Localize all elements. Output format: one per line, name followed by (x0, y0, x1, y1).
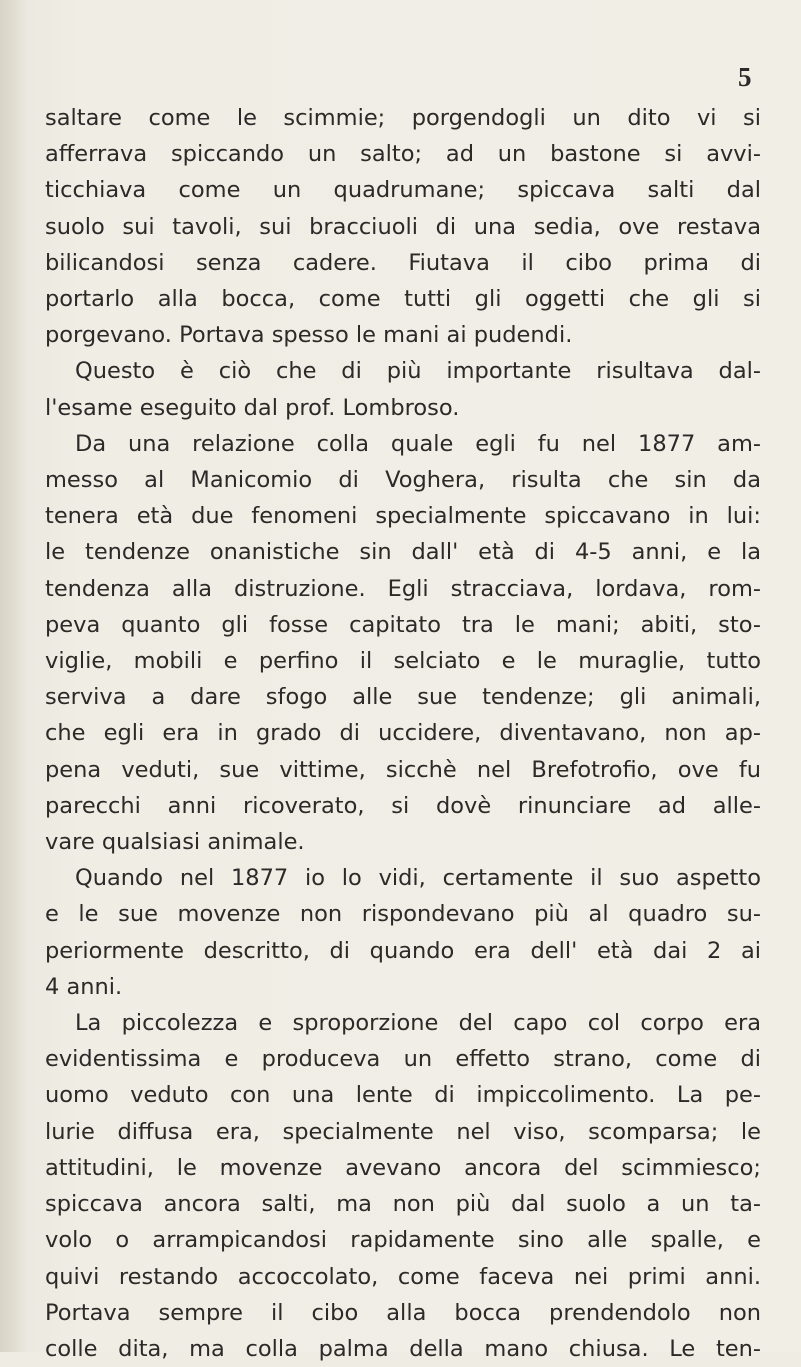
text-line: Quando nel 1877 io lo vidi, certamente il suo aspetto (75, 865, 761, 892)
text-line: uomo veduto con una lente di impiccolimento. La pe- (45, 1082, 761, 1109)
text-line: tendenza alla distruzione. Egli stracciava, lordava, rom- (45, 575, 761, 602)
text-line: vare qualsiasi animale. (45, 829, 305, 856)
text-line: volo o arrampicandosi rapidamente sino alle spalle, e (45, 1227, 761, 1254)
text-line: attitudini, le movenze avevano ancora del scimmiesco; (45, 1154, 761, 1181)
text-line: evidentissima e produceva un effetto strano, come di (45, 1046, 761, 1073)
text-line: periormente descritto, di quando era dell' età dai 2 ai (45, 937, 761, 964)
text-line: lurie diffusa era, specialmente nel viso, scomparsa; le (45, 1118, 761, 1145)
text-line: 4 anni. (45, 973, 123, 1000)
text-line: ticchiava come un quadrumane; spiccava salti dal (45, 177, 761, 204)
paragraph (45, 353, 761, 425)
text-line: Questo è ciò che di più importante risultava dal- (75, 358, 761, 385)
text-line: bilicandosi senza cadere. Fiutava il cibo prima di (45, 249, 761, 276)
text-line: l'esame eseguito dal prof. Lombroso. (45, 394, 460, 421)
text-line: messo al Manicomio di Voghera, risulta che sin da (45, 467, 761, 494)
text-line: peva quanto gli fosse capitato tra le mani; abiti, sto- (45, 611, 761, 638)
paragraph (45, 100, 761, 353)
text-line: spiccava ancora salti, ma non più dal suolo a un ta- (45, 1191, 761, 1218)
text-line: saltare come le scimmie; porgendogli un dito vi si (45, 105, 761, 131)
paragraph (45, 426, 761, 860)
text-line: che egli era in grado di uccidere, diventavano, non ap- (45, 720, 761, 747)
text-line: suolo sui tavoli, sui bracciuoli di una sedia, ove restava (45, 213, 761, 240)
text-line: Portava sempre il cibo alla bocca prendendolo non (45, 1299, 761, 1326)
page-edge-shadow (0, 0, 26, 1352)
text-line: pena veduti, sue vittime, sicchè nel Brefotrofio, ove fu (45, 756, 761, 783)
body-text (45, 100, 761, 1367)
text-line: colle dita, ma colla palma della mano chiusa. Le ten- (45, 1335, 761, 1362)
paragraph (45, 860, 761, 1005)
text-line: porgevano. Portava spesso le mani ai pudendi. (45, 322, 573, 349)
text-line: portarlo alla bocca, come tutti gli oggetti che gli si (45, 286, 761, 313)
text-line: e le sue movenze non rispondevano più al quadro su- (45, 901, 761, 928)
text-line: tenera età due fenomeni specialmente spiccavano in lui: (45, 503, 761, 530)
page-number: 5 (738, 62, 752, 92)
text-line: quivi restando accoccolato, come faceva nei primi anni. (45, 1263, 761, 1290)
paragraph (45, 1005, 761, 1367)
text-line: parecchi anni ricoverato, si dovè rinunciare ad alle- (45, 792, 761, 819)
text-line: La piccolezza e sproporzione del capo col corpo era (75, 1010, 761, 1037)
text-line: viglie, mobili e perfino il selciato e le muraglie, tutto (45, 648, 761, 675)
text-line: afferrava spiccando un salto; ad un bastone si avvi- (45, 141, 761, 168)
text-line: serviva a dare sfogo alle sue tendenze; gli animali, (45, 684, 761, 711)
text-line: Da una relazione colla quale egli fu nel 1877 am- (75, 430, 761, 457)
text-line: le tendenze onanistiche sin dall' età di 4-5 anni, e la (45, 539, 761, 566)
